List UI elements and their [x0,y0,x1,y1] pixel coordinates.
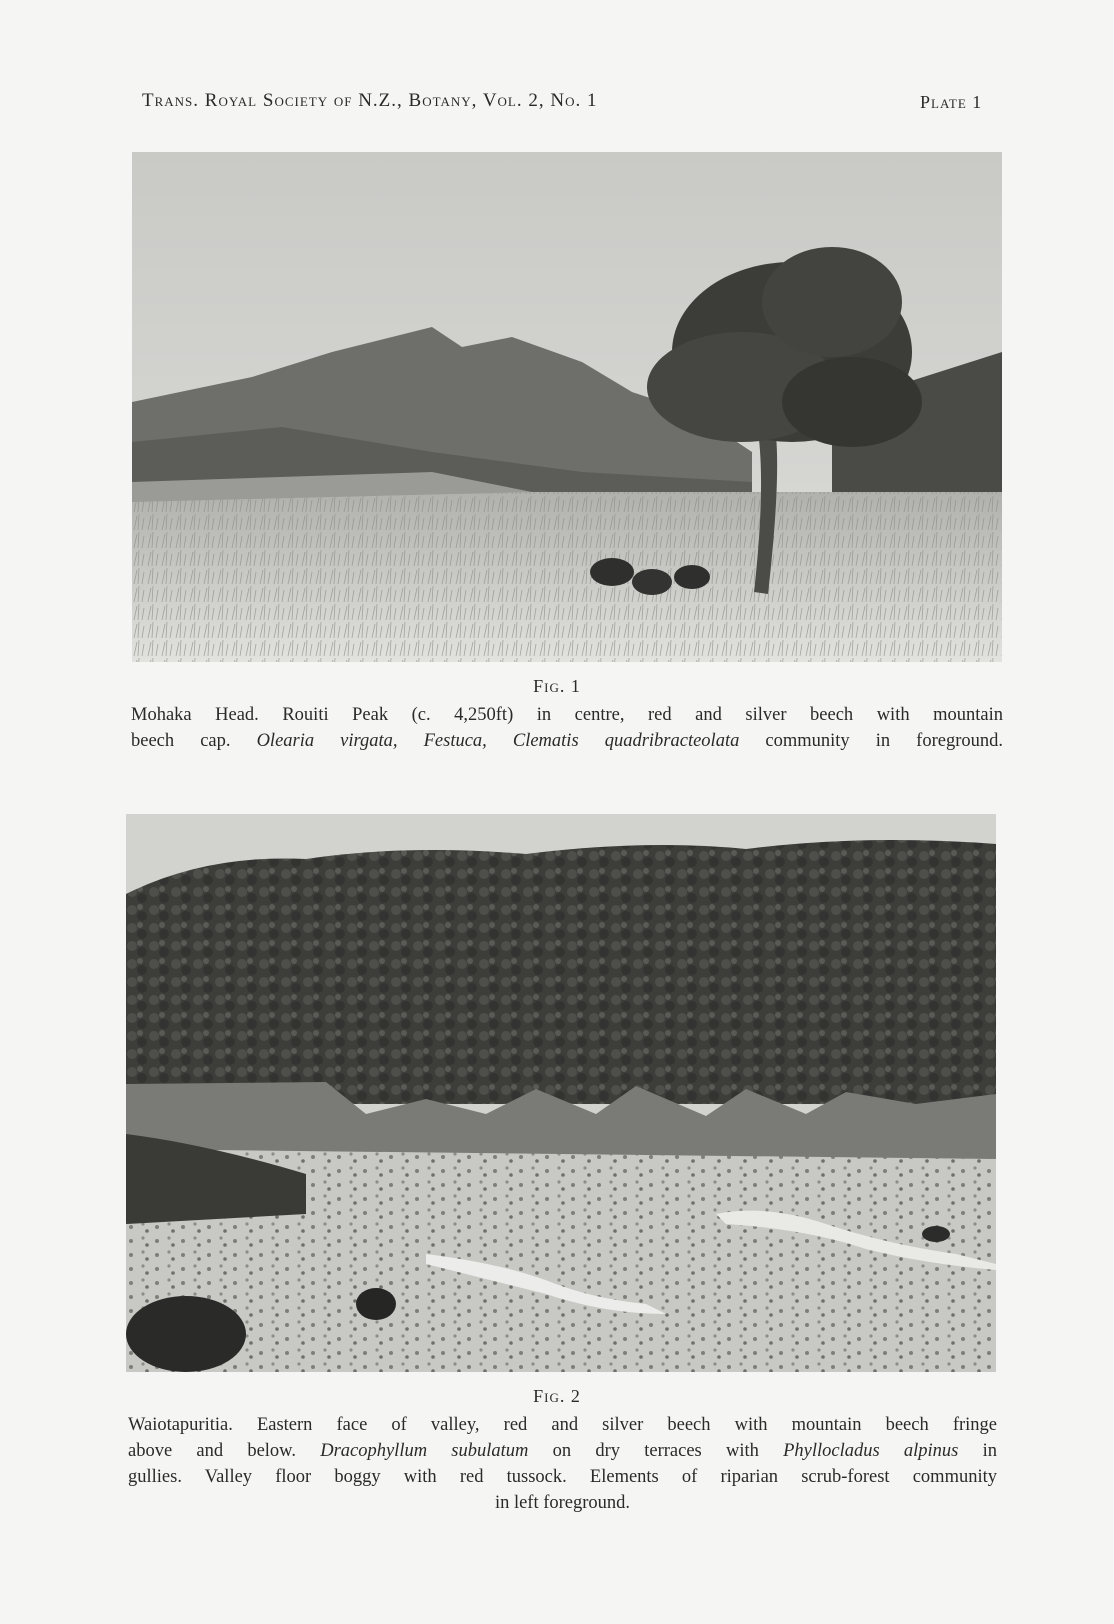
figure-1-caption-line-2 [131,728,1003,754]
figure-2-caption-line-3 [128,1464,997,1490]
figure-1-photo [132,152,1002,662]
caption-text: in left foreground. [494,1493,631,1513]
caption-text: beech cap. [131,731,257,751]
caption-text: community in foreground. [739,731,1004,751]
figure-2-photo [126,814,996,1372]
figure-1-label: Fig. 1 [533,676,581,696]
figure-1-caption-line-1 [131,702,1003,728]
caption-text: Waiotapuritia. Eastern face of valley, red and silver beech with mountain beech fringe [128,1415,997,1435]
caption-text: gullies. Valley floor boggy with red tussock. Elements of riparian scrub-forest community [128,1467,997,1487]
caption-text: on dry terraces with [528,1441,784,1461]
plate-number: Plate 1 [920,92,983,112]
figure-2-caption-line-2 [128,1438,997,1464]
caption-text: in [958,1441,997,1461]
figure-2-caption-line-4 [128,1490,997,1516]
caption-species: Olearia virgata, Festuca, Clematis quadribracteolata [256,731,740,751]
journal-header: Trans. Royal Society of N.Z., Botany, Vol. 2, No. 1 [142,90,598,111]
caption-text: Mohaka Head. Rouiti Peak (c. 4,250ft) in centre, red and silver beech with mountain [131,705,1003,725]
caption-species: Dracophyllum subulatum [320,1441,529,1461]
caption-species: Phyllocladus alpinus [783,1441,959,1461]
caption-text: above and below. [128,1441,321,1461]
figure-2-label: Fig. 2 [533,1386,581,1406]
figure-2-caption-line-1 [128,1412,997,1438]
